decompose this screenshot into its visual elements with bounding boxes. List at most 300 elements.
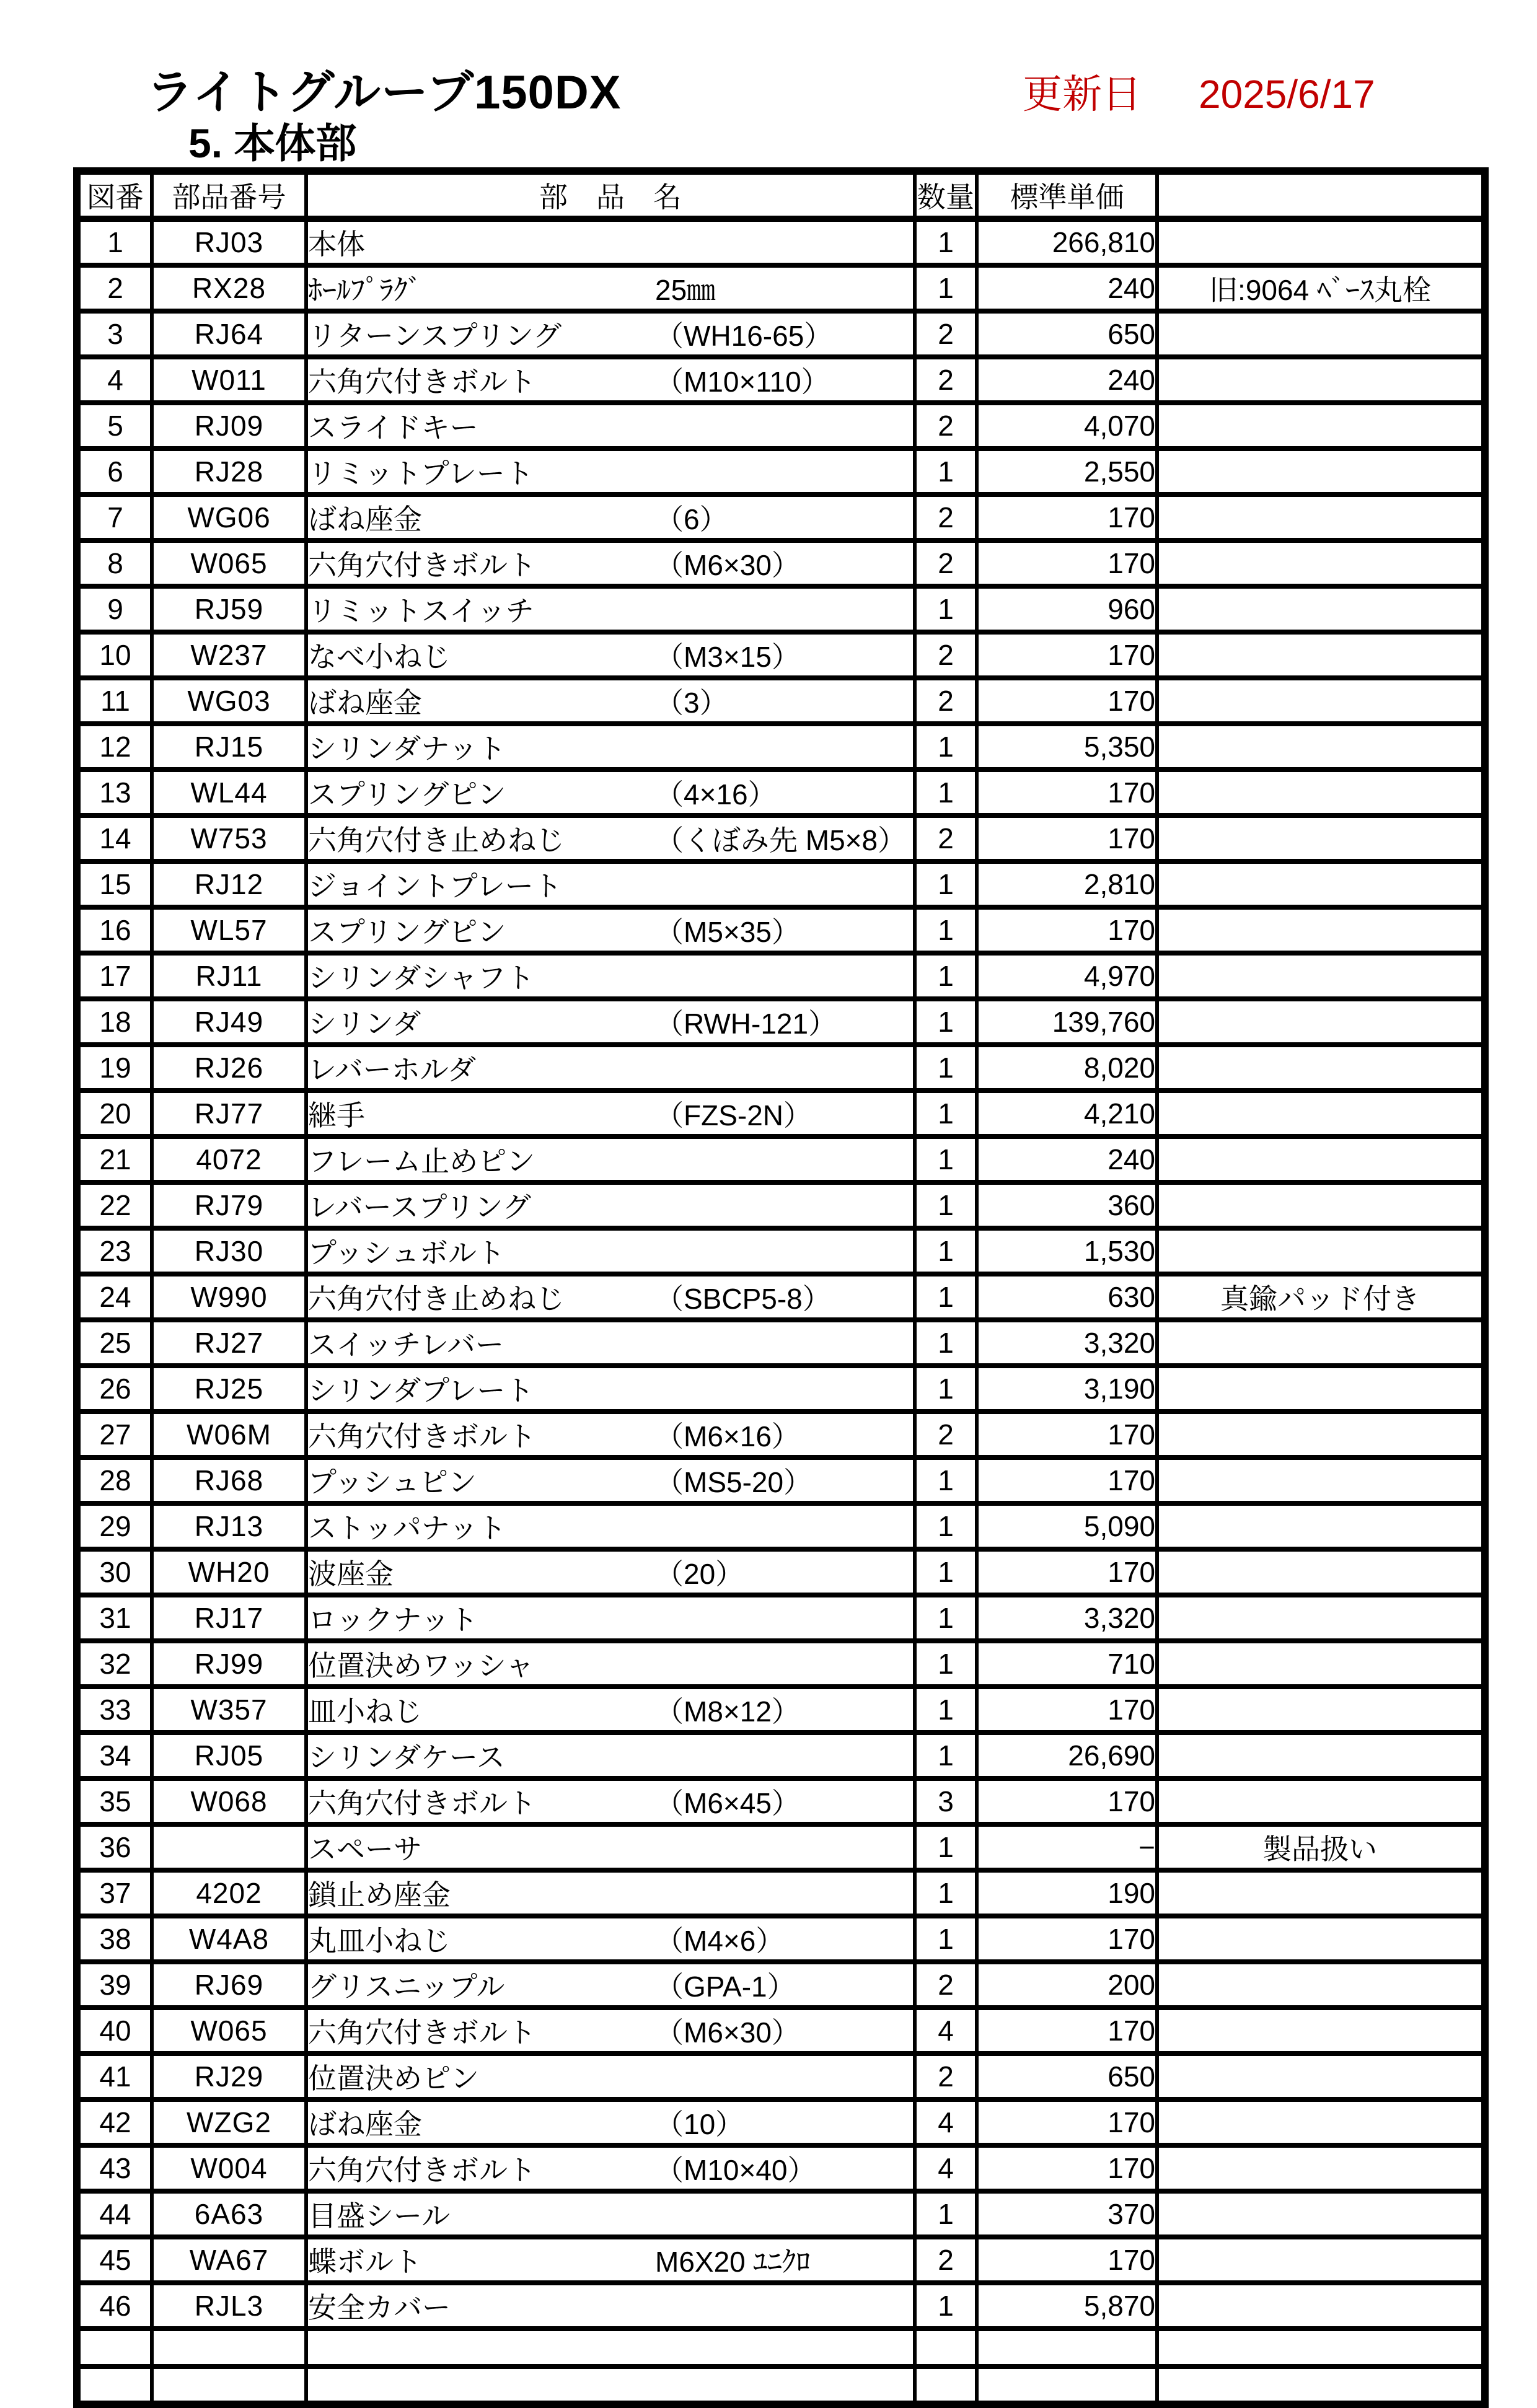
table-header-row (77, 171, 1485, 219)
unit-price-cell: 4,970 (977, 953, 1157, 999)
part-name-text: シリンダシャフト (308, 962, 535, 994)
part-name-cell (306, 540, 915, 586)
qty-cell (915, 2366, 977, 2404)
part-name-cell (306, 494, 915, 540)
table-row (77, 1457, 1485, 1503)
part-spec-text: 25㎜ (655, 274, 716, 306)
part-name-cell (306, 219, 915, 265)
part-name-text: 位置決めピン (308, 2062, 479, 2094)
remarks-cell (1157, 1091, 1485, 1136)
part-name-text: プッシュボルト (308, 1237, 505, 1269)
part-name-text: 六角穴付きボルト (308, 1787, 536, 1819)
header-part-name: 部 品 名 (306, 171, 915, 219)
fig-no-cell: 33 (77, 1687, 152, 1733)
part-no-cell: W068 (152, 1778, 306, 1824)
table-row (77, 1503, 1485, 1549)
unit-price-cell: 370 (977, 2191, 1157, 2237)
part-no-cell: RJ79 (152, 1182, 306, 1228)
part-no-cell: WZG2 (152, 2099, 306, 2145)
part-spec-text: （GPA-1） (655, 1971, 796, 2003)
part-name-cell (306, 1962, 915, 2008)
part-name-text: 丸皿小ねじ (308, 1925, 451, 1957)
part-name-cell (306, 2366, 915, 2404)
qty-cell: 2 (915, 2237, 977, 2283)
table-row (77, 1733, 1485, 1778)
part-no-cell: W011 (152, 357, 306, 403)
part-name-cell (306, 724, 915, 770)
fig-no-cell: 44 (77, 2191, 152, 2237)
part-name-text: ジョイントプレート (308, 870, 562, 902)
part-name-text: リミットプレート (308, 457, 534, 490)
qty-cell: 1 (915, 724, 977, 770)
fig-no-cell: 38 (77, 1916, 152, 1962)
unit-price-cell: 960 (977, 586, 1157, 632)
remarks-cell (1157, 1778, 1485, 1824)
remarks-cell (1157, 1228, 1485, 1274)
remarks-cell (1157, 1549, 1485, 1595)
table-row (77, 678, 1485, 724)
header-remarks (1157, 171, 1485, 219)
unit-price-cell: 170 (977, 678, 1157, 724)
part-name-cell (306, 1136, 915, 1182)
part-no-cell: W753 (152, 815, 306, 861)
qty-cell: 1 (915, 1687, 977, 1733)
remarks-cell (1157, 678, 1485, 724)
part-name-cell (306, 2054, 915, 2099)
qty-cell: 2 (915, 357, 977, 403)
part-name-cell (306, 1320, 915, 1366)
part-no-cell: RJ17 (152, 1595, 306, 1641)
part-name-cell (306, 1274, 915, 1320)
part-spec-text: （10） (655, 2108, 744, 2140)
part-no-cell: RJ27 (152, 1320, 306, 1366)
qty-cell: 1 (915, 2283, 977, 2329)
part-no-cell: RJ30 (152, 1228, 306, 1274)
fig-no-cell: 17 (77, 953, 152, 999)
part-name-cell (306, 815, 915, 861)
table-row (77, 2054, 1485, 2099)
part-name-text: 目盛シール (308, 2200, 451, 2232)
fig-no-cell: 1 (77, 219, 152, 265)
unit-price-cell: 190 (977, 1870, 1157, 1916)
part-no-cell (152, 2366, 306, 2404)
table-row (77, 1274, 1485, 1320)
qty-cell: 1 (915, 999, 977, 1045)
part-name-cell (306, 1824, 915, 1870)
remarks-cell (1157, 1916, 1485, 1962)
table-row (77, 1320, 1485, 1366)
qty-cell: 2 (915, 540, 977, 586)
part-name-text: 波座金 (308, 1558, 394, 1590)
part-spec-text: （M10×110） (655, 366, 830, 398)
remarks-cell (1157, 219, 1485, 265)
qty-cell: 1 (915, 1091, 977, 1136)
part-name-text: スイッチレバー (308, 1329, 504, 1361)
part-name-text: ﾎｰﾙﾌﾟﾗｸﾞ (308, 274, 422, 306)
fig-no-cell: 20 (77, 1091, 152, 1136)
unit-price-cell: 240 (977, 357, 1157, 403)
part-spec-text: （M3×15） (655, 641, 800, 673)
unit-price-cell: 170 (977, 1687, 1157, 1733)
part-name-text: シリンダケース (308, 1741, 505, 1773)
unit-price-cell: 650 (977, 311, 1157, 357)
part-name-cell (306, 2145, 915, 2191)
part-no-cell: RJ05 (152, 1733, 306, 1778)
fig-no-cell: 34 (77, 1733, 152, 1778)
part-name-cell (306, 1778, 915, 1824)
remarks-cell (1157, 2054, 1485, 2099)
table-row (77, 724, 1485, 770)
remarks-cell (1157, 953, 1485, 999)
updated-date-block (1023, 74, 1375, 114)
remarks-cell (1157, 1182, 1485, 1228)
part-name-cell (306, 632, 915, 678)
unit-price-cell: 4,070 (977, 403, 1157, 449)
part-name-cell (306, 2237, 915, 2283)
part-no-cell: W4A8 (152, 1916, 306, 1962)
unit-price-cell: 170 (977, 494, 1157, 540)
fig-no-cell: 6 (77, 449, 152, 494)
fig-no-cell: 26 (77, 1366, 152, 1412)
header-qty: 数量 (915, 171, 977, 219)
part-name-text: 六角穴付きボルト (308, 549, 536, 581)
remarks-cell (1157, 1641, 1485, 1687)
unit-price-cell (977, 2366, 1157, 2404)
unit-price-cell: 630 (977, 1274, 1157, 1320)
part-name-cell (306, 678, 915, 724)
part-name-text: スライドキー (308, 411, 478, 444)
table-row (77, 861, 1485, 907)
qty-cell (915, 2329, 977, 2366)
fig-no-cell: 25 (77, 1320, 152, 1366)
part-name-text: 六角穴付き止めねじ (308, 1283, 565, 1315)
updated-date-value: 2025/6/17 (1199, 72, 1375, 116)
remarks-cell (1157, 2099, 1485, 2145)
part-name-text: グリスニップル (308, 1971, 505, 2003)
part-no-cell: RJ69 (152, 1962, 306, 2008)
qty-cell: 2 (915, 1412, 977, 1457)
fig-no-cell: 37 (77, 1870, 152, 1916)
table-row (77, 953, 1485, 999)
fig-no-cell: 23 (77, 1228, 152, 1274)
qty-cell: 1 (915, 1503, 977, 1549)
unit-price-cell: 5,870 (977, 2283, 1157, 2329)
table-row (77, 1136, 1485, 1182)
remarks-cell (1157, 2283, 1485, 2329)
part-no-cell: WG03 (152, 678, 306, 724)
unit-price-cell: 170 (977, 2099, 1157, 2145)
unit-price-cell: 170 (977, 815, 1157, 861)
table-row (77, 311, 1485, 357)
part-no-cell: RJ49 (152, 999, 306, 1045)
part-spec-text: （M4×6） (655, 1925, 785, 1957)
qty-cell: 2 (915, 2054, 977, 2099)
qty-cell: 1 (915, 1549, 977, 1595)
unit-price-cell: 170 (977, 2145, 1157, 2191)
part-no-cell: W004 (152, 2145, 306, 2191)
part-no-cell: WA67 (152, 2237, 306, 2283)
table-row (77, 632, 1485, 678)
qty-cell: 4 (915, 2099, 977, 2145)
remarks-cell (1157, 2191, 1485, 2237)
part-name-text: スプリングピン (308, 916, 506, 948)
qty-cell: 1 (915, 1824, 977, 1870)
part-no-cell: RJL3 (152, 2283, 306, 2329)
qty-cell: 2 (915, 494, 977, 540)
part-name-text: 六角穴付き止めねじ (308, 824, 565, 856)
remarks-cell (1157, 907, 1485, 953)
remarks-cell (1157, 1320, 1485, 1366)
unit-price-cell: 170 (977, 1916, 1157, 1962)
part-spec-text: （WH16-65） (655, 320, 833, 352)
part-name-cell (306, 1687, 915, 1733)
part-no-cell: W065 (152, 540, 306, 586)
fig-no-cell: 46 (77, 2283, 152, 2329)
part-name-text: リターンスプリング (308, 320, 562, 352)
part-name-text: レバーホルダ (308, 1053, 476, 1086)
fig-no-cell: 4 (77, 357, 152, 403)
part-name-cell (306, 953, 915, 999)
fig-no-cell: 35 (77, 1778, 152, 1824)
part-name-text: ばね座金 (308, 503, 422, 535)
unit-price-cell (977, 2329, 1157, 2366)
part-no-cell: RJ29 (152, 2054, 306, 2099)
remarks-cell (1157, 1045, 1485, 1091)
empty-row (77, 2329, 1485, 2366)
part-name-text: リミットスイッチ (308, 595, 534, 627)
updated-label: 更新日 (1023, 72, 1142, 116)
table-row (77, 1962, 1485, 2008)
part-name-cell (306, 265, 915, 311)
qty-cell: 2 (915, 678, 977, 724)
table-row (77, 265, 1485, 311)
qty-cell: 1 (915, 1733, 977, 1778)
remarks-cell (1157, 357, 1485, 403)
qty-cell: 1 (915, 1182, 977, 1228)
remarks-cell (1157, 1962, 1485, 2008)
part-spec-text: （6） (655, 503, 728, 535)
fig-no-cell: 36 (77, 1824, 152, 1870)
part-no-cell: RJ12 (152, 861, 306, 907)
fig-no-cell: 45 (77, 2237, 152, 2283)
qty-cell: 1 (915, 2191, 977, 2237)
part-name-text: ロックナット (308, 1604, 478, 1636)
table-row (77, 907, 1485, 953)
table-row (77, 1366, 1485, 1412)
part-no-cell: RJ09 (152, 403, 306, 449)
part-name-text: ばね座金 (308, 2108, 422, 2140)
part-spec-text: （SBCP5-8） (655, 1283, 831, 1315)
remarks-cell (1157, 815, 1485, 861)
remarks-cell (1157, 403, 1485, 449)
table-row (77, 2145, 1485, 2191)
fig-no-cell: 30 (77, 1549, 152, 1595)
qty-cell: 1 (915, 907, 977, 953)
part-name-cell (306, 1091, 915, 1136)
unit-price-cell: 170 (977, 632, 1157, 678)
unit-price-cell: 8,020 (977, 1045, 1157, 1091)
remarks-cell (1157, 770, 1485, 815)
fig-no-cell: 10 (77, 632, 152, 678)
part-no-cell (152, 1824, 306, 1870)
part-name-cell (306, 586, 915, 632)
fig-no-cell: 31 (77, 1595, 152, 1641)
qty-cell: 1 (915, 1228, 977, 1274)
table-row (77, 1182, 1485, 1228)
table-row (77, 770, 1485, 815)
part-name-text: シリンダナット (308, 732, 506, 765)
remarks-cell (1157, 1503, 1485, 1549)
unit-price-cell: 266,810 (977, 219, 1157, 265)
table-row (77, 586, 1485, 632)
remarks-cell (1157, 1687, 1485, 1733)
part-name-text: シリンダ (308, 1008, 421, 1040)
unit-price-cell: 3,320 (977, 1320, 1157, 1366)
part-name-text: 六角穴付きボルト (308, 1420, 536, 1452)
part-name-cell (306, 311, 915, 357)
unit-price-cell: 5,090 (977, 1503, 1157, 1549)
part-name-cell (306, 1228, 915, 1274)
part-no-cell: 4072 (152, 1136, 306, 1182)
part-name-text: 六角穴付きボルト (308, 366, 536, 398)
table-row (77, 2237, 1485, 2283)
table-row (77, 1412, 1485, 1457)
part-spec-text: （M8×12） (655, 1695, 800, 1728)
fig-no-cell: 18 (77, 999, 152, 1045)
remarks-cell: 製品扱い (1157, 1824, 1485, 1870)
fig-no-cell (77, 2366, 152, 2404)
unit-price-cell: 26,690 (977, 1733, 1157, 1778)
fig-no-cell: 16 (77, 907, 152, 953)
part-spec-text: （MS5-20） (655, 1466, 813, 1498)
qty-cell: 1 (915, 861, 977, 907)
part-name-cell (306, 1366, 915, 1412)
remarks-cell (1157, 540, 1485, 586)
part-spec-text: （FZS-2N） (655, 1099, 812, 1131)
part-no-cell: W357 (152, 1687, 306, 1733)
unit-price-cell: 170 (977, 2008, 1157, 2054)
remarks-cell (1157, 1136, 1485, 1182)
unit-price-cell: 170 (977, 1412, 1157, 1457)
qty-cell: 1 (915, 1595, 977, 1641)
fig-no-cell: 43 (77, 2145, 152, 2191)
part-name-cell (306, 2283, 915, 2329)
qty-cell: 1 (915, 1641, 977, 1687)
unit-price-cell: 2,810 (977, 861, 1157, 907)
part-name-cell (306, 2329, 915, 2366)
remarks-cell (1157, 311, 1485, 357)
qty-cell: 1 (915, 1136, 977, 1182)
table-row (77, 1045, 1485, 1091)
table-row (77, 2191, 1485, 2237)
part-no-cell: 4202 (152, 1870, 306, 1916)
qty-cell: 2 (915, 815, 977, 861)
qty-cell: 2 (915, 311, 977, 357)
remarks-cell (1157, 494, 1485, 540)
remarks-cell (1157, 586, 1485, 632)
part-spec-text: （20） (655, 1558, 744, 1590)
unit-price-cell: 139,760 (977, 999, 1157, 1045)
qty-cell: 1 (915, 586, 977, 632)
part-name-text: 本体 (308, 228, 365, 260)
empty-row (77, 2366, 1485, 2404)
unit-price-cell: 170 (977, 2237, 1157, 2283)
fig-no-cell: 29 (77, 1503, 152, 1549)
fig-no-cell: 32 (77, 1641, 152, 1687)
part-spec-text: （M10×40） (655, 2154, 816, 2186)
part-name-text: シリンダプレート (308, 1374, 534, 1407)
qty-cell: 4 (915, 2008, 977, 2054)
part-no-cell: WG06 (152, 494, 306, 540)
remarks-cell (1157, 1412, 1485, 1457)
part-name-cell (306, 1641, 915, 1687)
part-no-cell: RJ25 (152, 1366, 306, 1412)
table-row (77, 1687, 1485, 1733)
qty-cell: 2 (915, 1962, 977, 2008)
qty-cell: 1 (915, 1916, 977, 1962)
table-row (77, 2099, 1485, 2145)
part-spec-text: （3） (655, 687, 728, 719)
part-no-cell: RJ28 (152, 449, 306, 494)
fig-no-cell: 13 (77, 770, 152, 815)
part-name-text: フレーム止めピン (308, 1145, 535, 1177)
part-no-cell: 6A63 (152, 2191, 306, 2237)
part-no-cell: WL44 (152, 770, 306, 815)
qty-cell: 1 (915, 1366, 977, 1412)
part-name-text: スペーサ (308, 1833, 422, 1865)
remarks-cell (1157, 724, 1485, 770)
part-name-text: レバースプリング (308, 1191, 531, 1223)
part-no-cell: RJ13 (152, 1503, 306, 1549)
unit-price-cell: 3,190 (977, 1366, 1157, 1412)
part-name-text: ばね座金 (308, 687, 422, 719)
part-name-text: 鎖止め座金 (308, 1879, 451, 1911)
fig-no-cell: 12 (77, 724, 152, 770)
part-name-text: 六角穴付きボルト (308, 2016, 536, 2049)
qty-cell: 1 (915, 449, 977, 494)
remarks-cell (1157, 861, 1485, 907)
remarks-cell (1157, 999, 1485, 1045)
remarks-cell (1157, 1366, 1485, 1412)
table-row (77, 357, 1485, 403)
table-row (77, 1091, 1485, 1136)
part-name-text: なべ小ねじ (308, 641, 451, 673)
header-fig-no: 図番 (77, 171, 152, 219)
fig-no-cell: 11 (77, 678, 152, 724)
part-no-cell: RJ03 (152, 219, 306, 265)
fig-no-cell: 28 (77, 1457, 152, 1503)
part-name-text: 安全カバー (308, 2292, 451, 2324)
part-name-text: 六角穴付きボルト (308, 2154, 536, 2186)
remarks-cell (1157, 2145, 1485, 2191)
parts-table (73, 167, 1489, 2408)
unit-price-cell: 360 (977, 1182, 1157, 1228)
fig-no-cell: 3 (77, 311, 152, 357)
fig-no-cell: 21 (77, 1136, 152, 1182)
part-name-text: 蝶ボルト (308, 2246, 422, 2278)
remarks-cell (1157, 1870, 1485, 1916)
part-no-cell: RJ99 (152, 1641, 306, 1687)
part-name-cell (306, 1733, 915, 1778)
qty-cell: 3 (915, 1778, 977, 1824)
qty-cell: 1 (915, 219, 977, 265)
part-no-cell: RX28 (152, 265, 306, 311)
part-name-text: 継手 (308, 1099, 365, 1131)
fig-no-cell: 42 (77, 2099, 152, 2145)
part-no-cell: W237 (152, 632, 306, 678)
page-title: ライトグルーブ150DX (146, 66, 622, 119)
fig-no-cell: 15 (77, 861, 152, 907)
